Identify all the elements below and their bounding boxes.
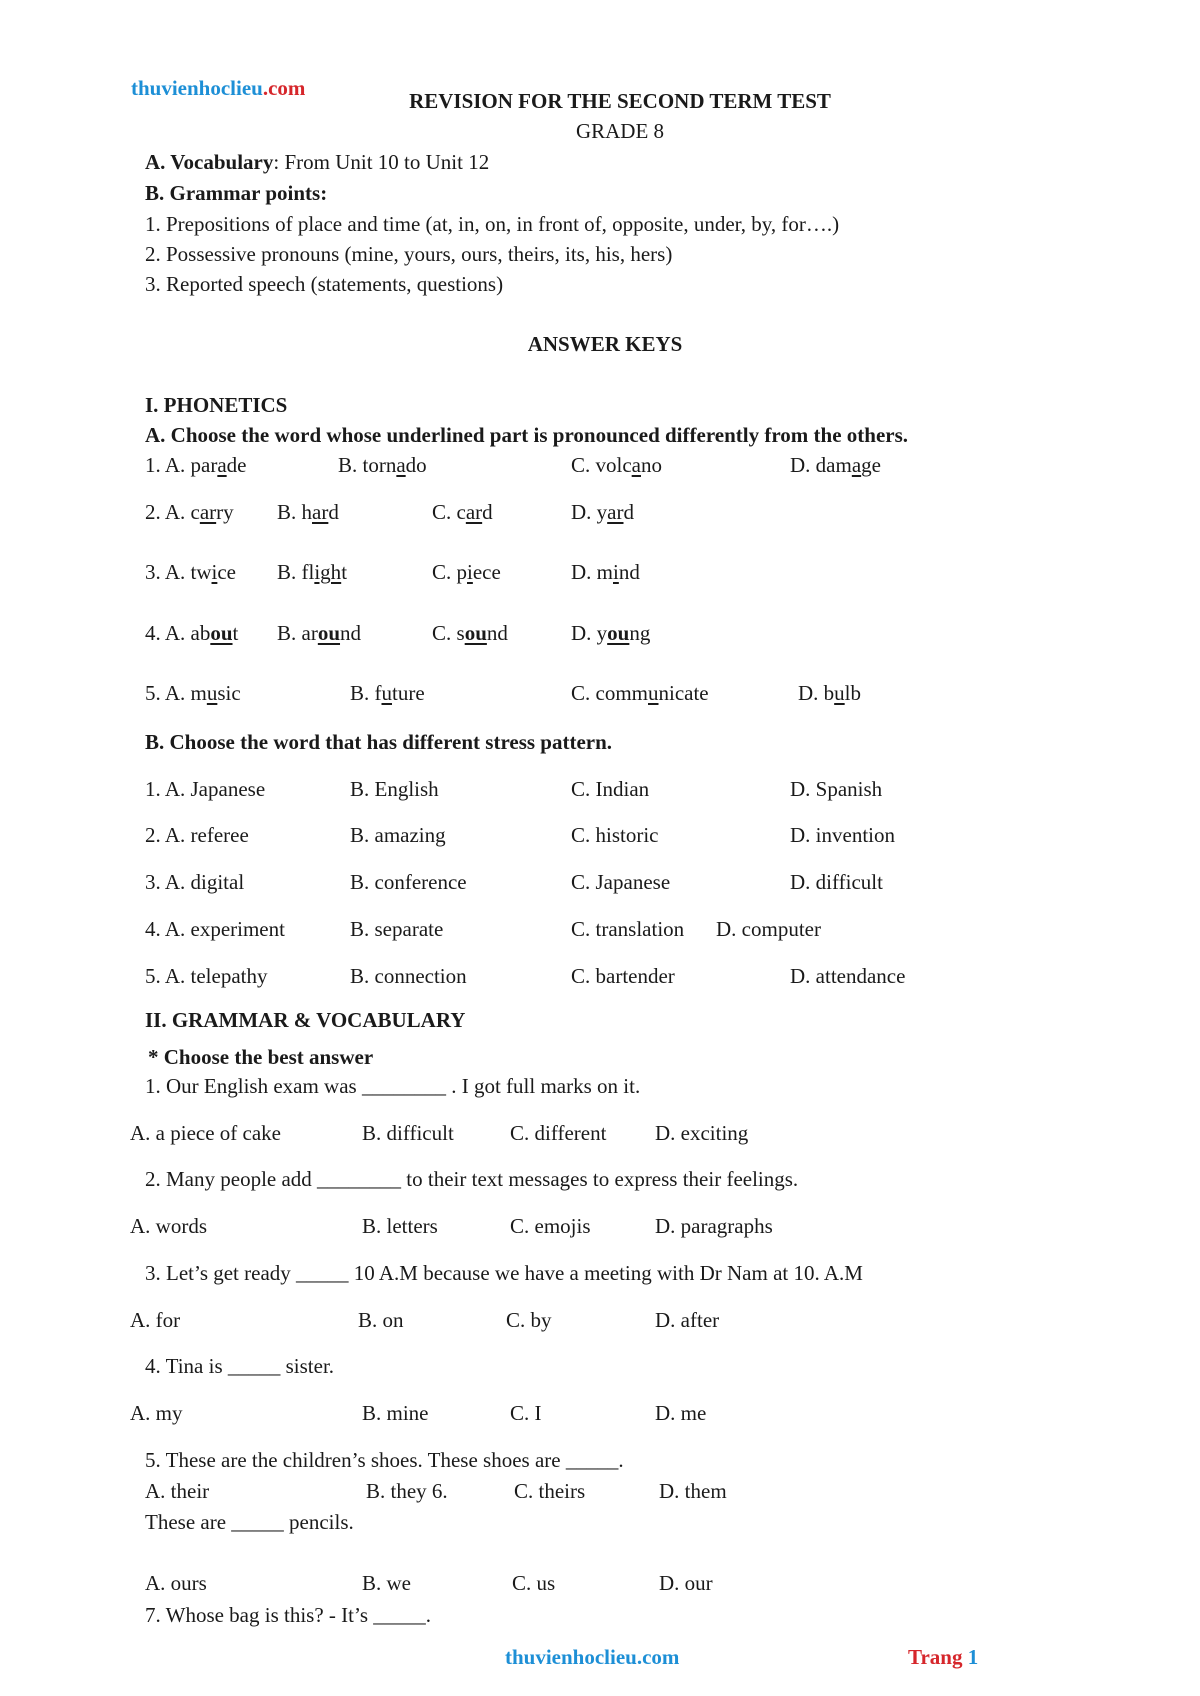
underlined-part: ou (317, 621, 341, 645)
answer-option: B. letters (362, 1214, 438, 1238)
site-logo-brand: thuvienhoclieu (131, 76, 263, 100)
stress-option: 1. A. Japanese (145, 777, 266, 801)
grammar-point-item: 3. Reported speech (statements, questions) (145, 272, 504, 296)
option-text-post: ece (472, 560, 501, 584)
option-text-pre: 2. A. c (145, 500, 200, 524)
option-text-post: de (226, 453, 247, 477)
option-text-pre: B. f (350, 681, 382, 705)
grammar-points-label: B. Grammar points: (145, 181, 328, 205)
option-text-pre: C. c (432, 500, 466, 524)
question-text: 5. These are the children’s shoes. These shoes are _____. (145, 1448, 624, 1472)
underlined-part: u (206, 681, 218, 705)
phonetics-part-a-instruction: A. Choose the word whose underlined part is pronounced differently from the others. (145, 423, 909, 447)
phonetics-option (350, 683, 425, 704)
answer-option: B. on (358, 1308, 404, 1332)
option-text-pre: C. p (432, 560, 468, 584)
underlined-part: ou (607, 621, 630, 645)
underlined-part: a (396, 453, 406, 477)
answer-option: C. I (510, 1401, 542, 1425)
stress-option: 2. A. referee (145, 823, 249, 847)
document-title: REVISION FOR THE SECOND TERM TEST (409, 89, 831, 113)
option-text-post: d (328, 500, 339, 524)
document-grade: GRADE 8 (575, 119, 665, 143)
option-text-pre: D. dam (790, 453, 852, 477)
phonetics-option (571, 623, 650, 644)
stress-option: D. computer (716, 917, 821, 941)
option-text-post: nicate (658, 681, 709, 705)
page-label: Trang (908, 1645, 963, 1669)
option-text-pre: D. m (571, 560, 613, 584)
answer-option: D. me (655, 1401, 707, 1425)
phonetics-option (571, 562, 640, 583)
stress-option: 4. A. experiment (145, 917, 285, 941)
answer-option: D. our (659, 1571, 713, 1595)
option-text-pre: C. s (432, 621, 465, 645)
option-text-pre: B. h (277, 500, 313, 524)
stress-option: C. historic (571, 823, 659, 847)
phonetics-option (432, 623, 508, 644)
answer-option: B. difficult (362, 1121, 454, 1145)
answer-keys-heading: ANSWER KEYS (527, 332, 683, 356)
phonetics-option (277, 562, 347, 583)
answer-option: B. they 6. (366, 1479, 448, 1503)
option-text-post: ng (629, 621, 651, 645)
underlined-part: u (381, 681, 392, 705)
stress-option: C. translation (571, 917, 685, 941)
stress-option: D. Spanish (790, 777, 883, 801)
option-text-pre: 5. A. m (145, 681, 207, 705)
option-text-post: do (405, 453, 427, 477)
footer-logo: thuvienhoclieu.com (505, 1645, 680, 1669)
answer-option: C. emojis (510, 1214, 591, 1238)
phonetics-option (571, 683, 709, 704)
underlined-part: a (851, 453, 862, 477)
underlined-part: u (648, 681, 659, 705)
stress-option: C. Indian (571, 777, 650, 801)
page-number (908, 1647, 978, 1668)
underlined-part: ou (210, 621, 233, 645)
phonetics-option (338, 455, 427, 476)
stress-option: B. connection (350, 964, 467, 988)
option-text-pre: 4. A. ab (145, 621, 211, 645)
option-text-post: ge (861, 453, 881, 477)
question-text: These are _____ pencils. (145, 1510, 354, 1534)
grammar-point-item: 1. Prepositions of place and time (at, in, on, in front of, opposite, under, by, for….) (145, 212, 840, 236)
grammar-point-item: 2. Possessive pronouns (mine, yours, ours, theirs, its, his, hers) (145, 242, 673, 266)
underlined-part: a (631, 453, 641, 477)
option-text-pre: 3. A. tw (145, 560, 212, 584)
answer-option: A. for (130, 1308, 181, 1332)
answer-option: C. us (512, 1571, 556, 1595)
question-text: 7. Whose bag is this? - It’s _____. (145, 1603, 432, 1627)
option-text-post: ry (216, 500, 234, 524)
phonetics-option (571, 502, 634, 523)
answer-option: A. my (130, 1401, 183, 1425)
option-text-pre: D. y (571, 621, 608, 645)
option-text-post: sic (217, 681, 241, 705)
option-text-post: t (341, 560, 348, 584)
option-text-post: lb (844, 681, 862, 705)
answer-option: D. them (659, 1479, 727, 1503)
stress-option: D. invention (790, 823, 895, 847)
stress-option: C. bartender (571, 964, 675, 988)
question-text: 4. Tina is _____ sister. (145, 1354, 335, 1378)
phonetics-option (277, 623, 361, 644)
answer-option: A. words (130, 1214, 207, 1238)
option-text-pre: C. comm (571, 681, 648, 705)
phonetics-option (432, 562, 501, 583)
stress-option: B. separate (350, 917, 444, 941)
option-text-pre: C. volc (571, 453, 632, 477)
phonetics-option (798, 683, 861, 704)
stress-option: B. English (350, 777, 439, 801)
grammar-vocab-heading: II. GRAMMAR & VOCABULARY (145, 1008, 466, 1032)
option-text-post: ture (392, 681, 425, 705)
underlined-part: i (211, 560, 218, 584)
answer-option: B. we (362, 1571, 411, 1595)
phonetics-heading: I. PHONETICS (145, 393, 288, 417)
option-text-post: ce (217, 560, 237, 584)
option-text-pre: 1. A. par (145, 453, 218, 477)
stress-option: C. Japanese (571, 870, 671, 894)
underlined-part: igh (314, 560, 342, 584)
underlined-part: a (217, 453, 227, 477)
vocabulary-text: : From Unit 10 to Unit 12 (273, 150, 490, 174)
option-text-pre: D. b (798, 681, 835, 705)
question-text: 1. Our English exam was ________ . I got full marks on it. (145, 1074, 641, 1098)
page-num: 1 (967, 1645, 979, 1669)
question-text: 2. Many people add ________ to their text messages to express their feelings. (145, 1167, 799, 1191)
phonetics-option (145, 683, 241, 704)
phonetics-option (790, 455, 881, 476)
underlined-part: ar (465, 500, 483, 524)
stress-option: 3. A. digital (145, 870, 245, 894)
option-text-post: d (482, 500, 493, 524)
underlined-part: ar (607, 500, 624, 524)
answer-option: C. different (510, 1121, 607, 1145)
option-text-post: t (232, 621, 239, 645)
stress-option: B. conference (350, 870, 467, 894)
underlined-part: ar (312, 500, 329, 524)
phonetics-option (145, 455, 246, 476)
answer-option: A. their (145, 1479, 210, 1503)
phonetics-option (277, 502, 339, 523)
phonetics-option (571, 455, 662, 476)
answer-option: C. theirs (514, 1479, 586, 1503)
option-text-pre: D. y (571, 500, 608, 524)
phonetics-option (145, 562, 236, 583)
option-text-post: d (623, 500, 634, 524)
answer-option: D. exciting (655, 1121, 749, 1145)
underlined-part: i (613, 560, 619, 584)
site-logo-tld: .com (262, 76, 306, 100)
option-text-pre: B. torn (338, 453, 397, 477)
option-text-post: nd (618, 560, 640, 584)
underlined-part: u (834, 681, 845, 705)
answer-option: A. ours (145, 1571, 207, 1595)
phonetics-option (432, 502, 493, 523)
phonetics-part-b-instruction: B. Choose the word that has different stress pattern. (145, 730, 613, 754)
vocabulary-line (145, 152, 489, 173)
option-text-post: no (641, 453, 662, 477)
grammar-vocab-instruction: * Choose the best answer (148, 1045, 374, 1069)
option-text-post: nd (340, 621, 362, 645)
phonetics-option (145, 623, 238, 644)
stress-option: D. attendance (790, 964, 906, 988)
answer-option: A. a piece of cake (130, 1121, 281, 1145)
question-text: 3. Let’s get ready _____ 10 A.M because we have a meeting with Dr Nam at 10. A.M (145, 1261, 863, 1285)
stress-option: 5. A. telepathy (145, 964, 268, 988)
option-text-post: nd (486, 621, 508, 645)
underlined-part: i (467, 560, 473, 584)
answer-option: C. by (506, 1308, 552, 1332)
option-text-pre: B. fl (277, 560, 315, 584)
phonetics-option (145, 502, 234, 523)
answer-option: B. mine (362, 1401, 429, 1425)
answer-option: D. after (655, 1308, 720, 1332)
option-text-pre: B. ar (277, 621, 318, 645)
answer-option: D. paragraphs (655, 1214, 773, 1238)
site-logo (131, 78, 305, 99)
vocabulary-label: A. Vocabulary (145, 150, 274, 174)
stress-option: D. difficult (790, 870, 883, 894)
underlined-part: ou (464, 621, 487, 645)
stress-option: B. amazing (350, 823, 446, 847)
underlined-part: ar (199, 500, 217, 524)
